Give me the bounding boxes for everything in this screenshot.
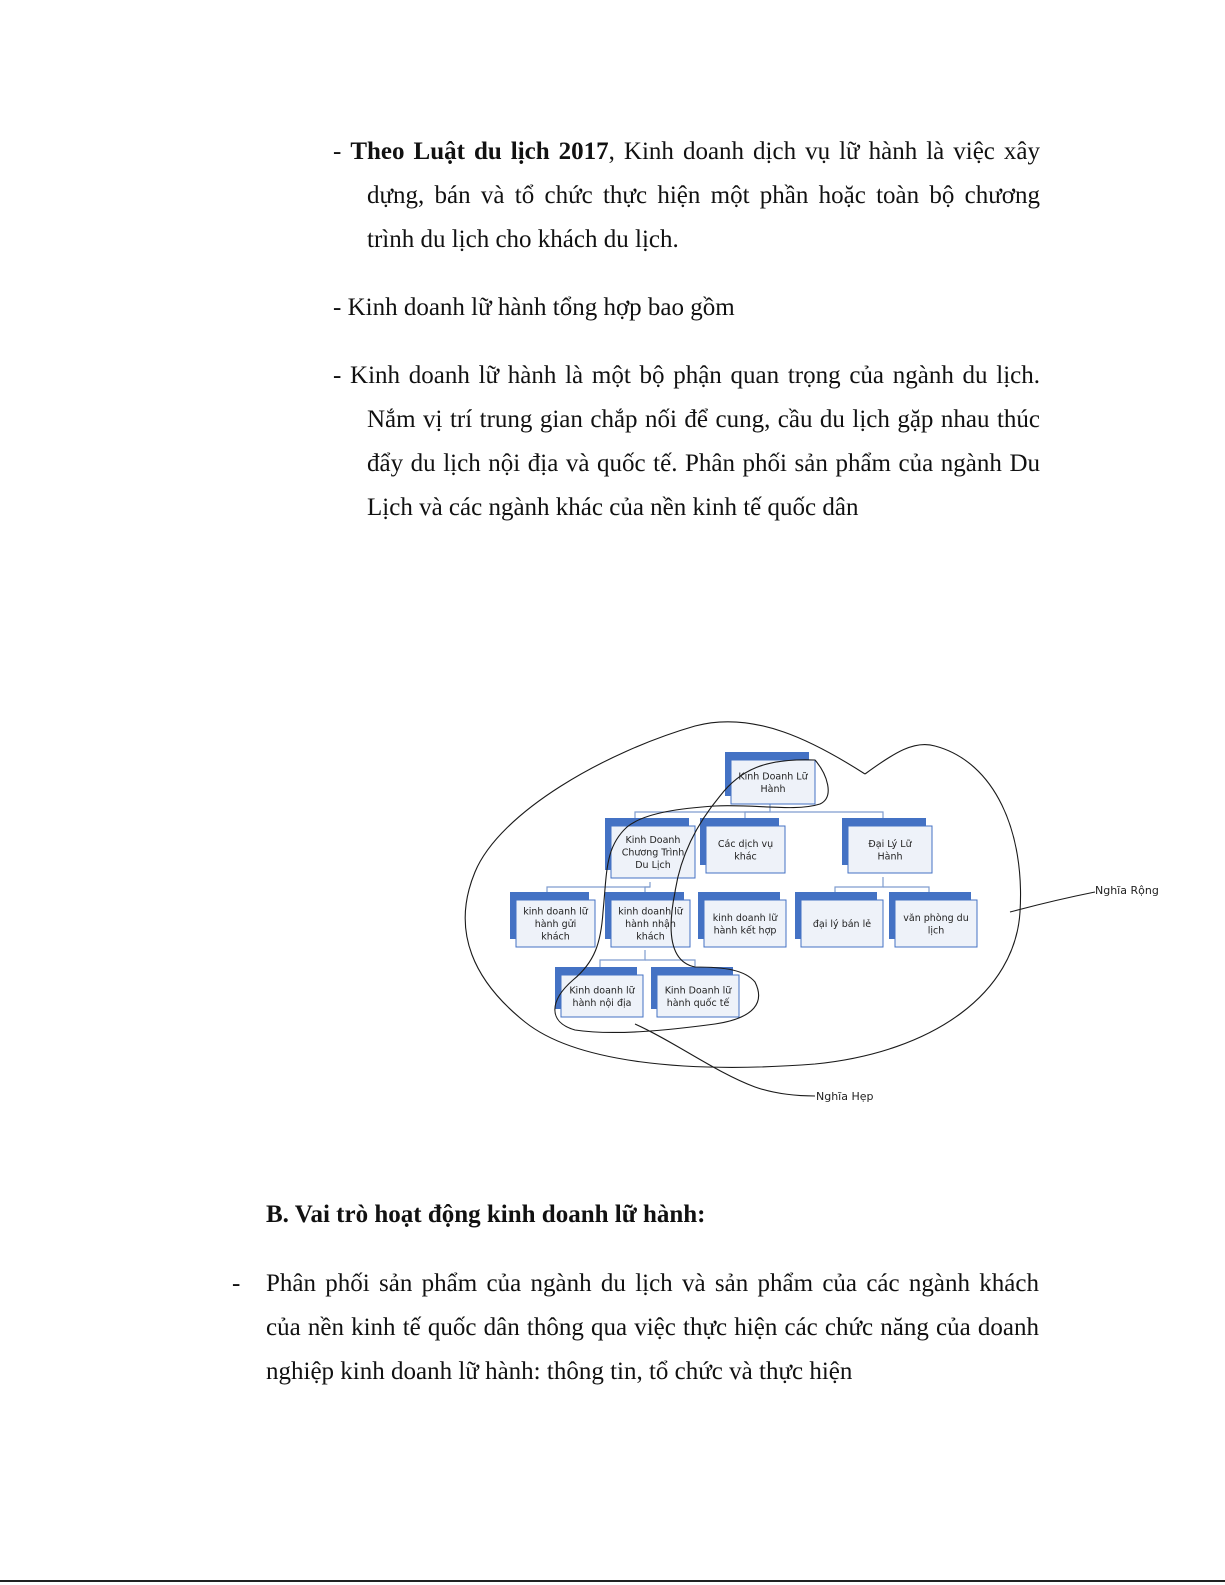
diagram-box-text: lịch [927,925,945,937]
diagram-box-text: đại lý bán lẻ [812,919,872,930]
role-paragraph [333,354,1040,530]
diagram-box-tour-program [605,818,695,878]
diagram-box-text: hành kết hợp [713,925,777,937]
diagram-box-text: kinh doanh lữ [712,912,778,924]
definition-line-3: trình du lịch cho khách du lịch. [367,226,679,253]
diagram-box-other-services [700,818,785,873]
diagram-box-travel-agency [842,818,932,873]
diagram-box-text: Hành [877,851,903,863]
diagram-box-text: Hành [760,783,786,795]
definition-paragraph [333,130,1040,262]
diagram-box-combined [698,892,786,947]
diagram-box-text: hành gửi [534,919,577,930]
section-b-line-1: Phân phối sản phẩm của ngành du lịch và sản phẩm của các ngành khách [266,1270,1039,1297]
role-line-2: Nắm vị trí trung gian chắp nối để cung, cầu du lịch gặp nhau thúc [367,406,1040,433]
diagram-box-international [651,967,739,1017]
role-line-3: đẩy du lịch nội địa và quốc tế. Phân phối sản phẩm của ngành Du [367,450,1040,477]
diagram-box-text: kinh doanh lữ [523,906,588,918]
diagram-box-text: Kinh doanh lữ [569,985,635,997]
law-reference: Theo Luật du lịch 2017 [350,138,609,165]
definition-line-2: dựng, bán và tổ chức thực hiện một phần hoặc toàn bộ chương [367,182,1040,209]
diagram-box-text: hành nội địa [572,997,632,1009]
narrow-scope-label: Nghĩa Hẹp [816,1090,874,1103]
diagram-box-text: Các dịch vụ [717,838,774,850]
diagram-box-text: Kinh Doanh Lữ [738,771,808,783]
role-line-4: Lịch và các ngành khác của nền kinh tế quốc dân [367,494,859,521]
diagram-box-text: khách [636,931,665,943]
travel-business-diagram [455,712,1175,1112]
section-b-heading: B. Vai trò hoạt động kinh doanh lữ hành: [266,1201,706,1228]
composition-line: - Kinh doanh lữ hành tổng hợp bao gồm [333,294,735,321]
narrow-scope-leader [635,1024,815,1096]
diagram-box-text: khác [734,851,757,863]
diagram-box-travel-office [889,892,977,947]
diagram-box-text: Du Lịch [635,860,671,871]
section-b-line-2: của nền kinh tế quốc dân thông qua việc thực hiện các chức năng của doanh [266,1314,1039,1341]
diagram-box-text: Kinh Doanh [625,835,681,846]
diagram-box-text: hành quốc tế [666,997,730,1009]
diagram-box-text: hành nhận [625,919,676,930]
diagram-box-text: văn phòng du [903,912,969,924]
diagram-box-text: kinh doanh lữ [618,906,683,918]
wide-scope-label: Nghĩa Rộng [1095,884,1159,897]
diagram-box-retail-agent [795,892,883,947]
composition-paragraph [333,286,735,330]
diagram-box-text: khách [541,931,570,943]
diagram-box-text: Đại Lý Lữ [868,838,912,850]
section-b-line-3: nghiệp kinh doanh lữ hành: thông tin, tổ chức và thực hiện [266,1358,853,1385]
diagram-box-inbound [605,892,690,947]
diagram-box-outbound [510,892,595,947]
diagram-box-domestic [555,967,643,1017]
definition-line-1: - Theo Luật du lịch 2017, Kinh doanh dịch vụ lữ hành là việc xây [333,138,1041,165]
diagram-box-text: Chương Trình [621,847,685,859]
page-bottom-rule [0,1580,1225,1582]
role-line-1: - Kinh doanh lữ hành là một bộ phận quan trọng của ngành du lịch. [333,362,1040,389]
wide-scope-leader [1010,892,1095,912]
section-b-paragraph [266,1262,1039,1394]
diagram-box-text: Kinh Doanh lữ [664,985,732,997]
section-b-bullet: - [232,1270,241,1297]
